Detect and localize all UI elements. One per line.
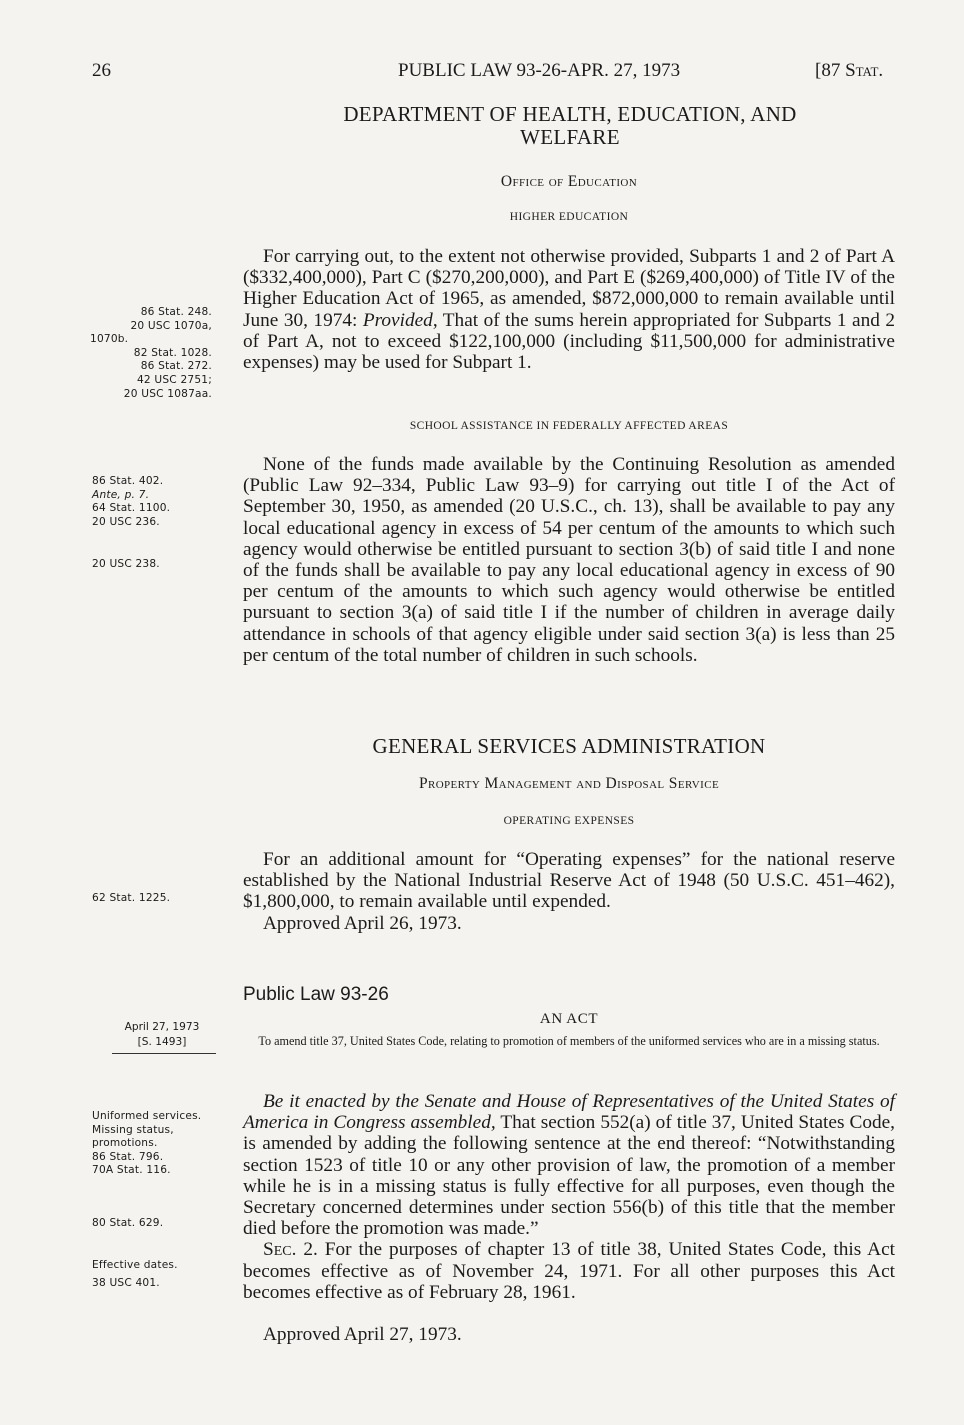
act-purpose: To amend title 37, United States Code, relating to promotion of members of the uniformed services who are in a missing status.: [258, 1034, 880, 1048]
margin-note-80stat: 80 Stat. 629.: [92, 1217, 164, 1229]
margin-note-20usc238: 20 USC 238.: [92, 558, 160, 570]
operating-expenses-heading: OPERATING EXPENSES: [503, 815, 635, 827]
margin-notes-school: 86 Stat. 402. Ante, p. 7. 64 Stat. 1100. 20 USC 236.: [92, 475, 171, 528]
margin-notes-higher-ed: 86 Stat. 248. 20 USC 1070a, 1070b. 82 Stat. 1028. 86 Stat. 272. 42 USC 2751; 20 USC 1087aa.: [90, 306, 212, 400]
gsa-service-heading: Property Management and Disposal Service: [418, 775, 720, 792]
margin-notes-act: Uniformed services. Missing status, promotions. 86 Stat. 796. 70A Stat. 116.: [92, 1110, 202, 1177]
margin-date-bill: [108, 1020, 216, 1050]
section-2-text: For the purposes of chapter 13 of title 38, United States Code, this Act becomes effective as of November 24, 1971. For all other purposes this Act becomes effective as of February 28, 1961.: [243, 1239, 895, 1303]
section-1-text: That section 552(a) of title 37, United States Code, is amended by adding the following sentence at the end thereof: “Notwithstanding section 1523 of title 10 or any other provision of law, the promotion of a member while he is in a missing status is fully effective for all purposes, even though the Secretary concerned determines under section 556(b) of this title that the member died before the promotion was made.”: [243, 1112, 895, 1240]
margin-rule: [112, 1053, 216, 1054]
proviso-word: Provided: [362, 309, 433, 331]
act-approved: Approved April 27, 1973.: [263, 1324, 462, 1345]
gsa-approved: Approved April 26, 1973.: [263, 913, 462, 934]
margin-date: April 27, 1973: [124, 1021, 200, 1033]
page-number: 26: [92, 60, 111, 81]
running-title: PUBLIC LAW 93-26-APR. 27, 1973: [398, 60, 681, 81]
school-assistance-heading: SCHOOL ASSISTANCE IN FEDERALLY AFFECTED AREAS: [409, 420, 729, 432]
margin-bill: [S. 1493]: [137, 1036, 187, 1048]
act-body: [243, 1091, 895, 1303]
school-assistance-paragraph: None of the funds made available by the Continuing Resolution as amended (Public Law 92–334, Public Law 93–9) for carrying out title I of the Act of September 30, 1950, as amended (20 U.S.C., ch. 13), shall be available to pay any local educational agency in excess of 54 per centum of the amounts to which such agency would otherwise be entitled pursuant to section 3(b) of said title I and none of the funds shall be available to pay any local educational agency in excess of 90 per centum of the amounts to which such agency would otherwise be entitled pursuant to section 3(a) of said title I if the number of children in average daily attendance in schools of that agency eligible under said section 3(a) is less than 25 per centum of the total number of children in such schools.: [243, 454, 895, 666]
volume-reference: [87 Stat.: [815, 60, 884, 81]
operating-expenses-paragraph: For an additional amount for “Operating expenses” for the national reserve established by the National Industrial Reserve Act of 1948 (50 U.S.C. 451–462), $1,800,000, to remain available until expended.: [243, 849, 895, 913]
public-law-title: Public Law 93-26: [243, 984, 389, 1005]
an-act-heading: AN ACT: [539, 1011, 599, 1027]
gsa-heading: GENERAL SERVICES ADMINISTRATION: [372, 734, 766, 758]
enacting-clause: Be it enacted by the Senate and House of Representatives of the United States of America in Congress assembled,: [243, 1091, 895, 1134]
margin-note-effective-dates: Effective dates.: [92, 1259, 178, 1271]
department-heading: DEPARTMENT OF HEALTH, EDUCATION, AND WELFARE: [343, 102, 797, 149]
margin-note-62stat: 62 Stat. 1225.: [92, 892, 171, 904]
margin-note-38usc: 38 USC 401.: [92, 1277, 160, 1289]
section-2-label: Sec. 2.: [263, 1239, 318, 1261]
office-heading: Office of Education: [500, 173, 638, 190]
higher-education-paragraph: For carrying out, to the extent not otherwise provided, Subparts 1 and 2 of Part A ($332,400,000), Part C ($270,200,000), and Part E ($269,400,000) of Title IV of the Higher Education Act of 1965, as amended, $872,000,000 to remain available until June 30, 1974: Provided, That of the sums herein appropriated for Subparts 1 and 2 of Part A, not to exceed $122,100,000 (including $11,500,000 for administrative expenses) may be used for Subpart 1.: [243, 246, 895, 374]
higher-education-heading: HIGHER EDUCATION: [509, 211, 629, 223]
